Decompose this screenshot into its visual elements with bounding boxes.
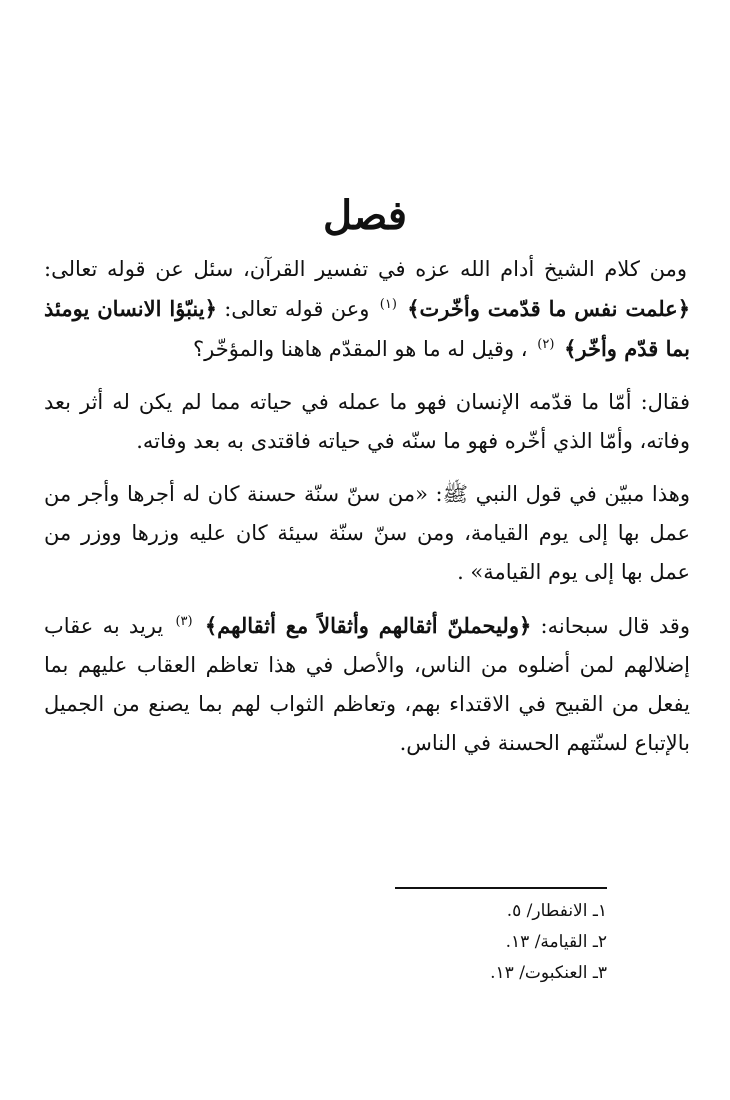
footnote-2: ٢ـ القيامة/ ١٣. (505, 932, 607, 952)
quran-verse-1: ﴿علمت نفس ما قدّمت وأخّرت﴾ (407, 296, 690, 321)
quran-verse-2: ﴿ينبّؤا الانسان يومئذ بما قدّم وأخّر﴾ (44, 296, 690, 361)
footnote-ref-3: (٣) (175, 614, 193, 629)
footnotes (360, 896, 607, 989)
footnote-3: ٣ـ العنكبوت/ ١٣. (490, 963, 607, 983)
paragraph-verse (44, 606, 690, 763)
footnote-ref-1: (١) (379, 297, 397, 312)
verse-explanation: يريد به عقاب إضلالهم لمن أضلوه من الناس، والأصل في هذا تعاظم العقاب عليهم بما يفعل من القبيح في الاقتداء بهم، وتعاظم الثواب لهم بما يصنع من الجميل بالإتباع لسنّتهم الحسنة في الناس. (44, 614, 690, 755)
question-end: ، وقيل له ما هو المقدّم هاهنا والمؤخّر؟ (193, 337, 528, 361)
paragraph-hadith: وهذا مبيّن في قول النبي ﷺ: «من سنّ سنّة حسنة كان له أجرها وأجر من عمل بها إلى يوم القيامة، ومن سنّ سنّة سيئة كان عليه وزرها ووزر من عمل بها إلى يوم القيامة» . (44, 482, 690, 584)
paragraph-answer: فقال: أمّا ما قدّمه الإنسان فهو ما عمله في حياته مما لم يكن له أثر بعد وفاته، وأمّا الذي أخّره فهو ما سنّه في حياته فاقتدى به بعد وفاته. (44, 390, 690, 453)
footnote-ref-2: (٢) (537, 337, 555, 352)
footnote-divider (395, 887, 607, 889)
paragraph-question (44, 250, 690, 369)
quran-verse-3: ﴿وليحملنّ أثقالهم وأثقالاً مع أثقالهم﴾ (204, 613, 532, 638)
body-text (44, 250, 690, 777)
verse-intro: وقد قال سبحانه: (531, 614, 690, 638)
chapter-title: فصل (322, 192, 408, 239)
footnote-1: ١ـ الانفطار/ ٥. (506, 901, 607, 921)
question-intro: ومن كلام الشيخ أدام الله عزه في تفسير القرآن، سئل عن قوله تعالى: (44, 257, 687, 281)
question-mid: وعن قوله تعالى: (216, 297, 370, 321)
